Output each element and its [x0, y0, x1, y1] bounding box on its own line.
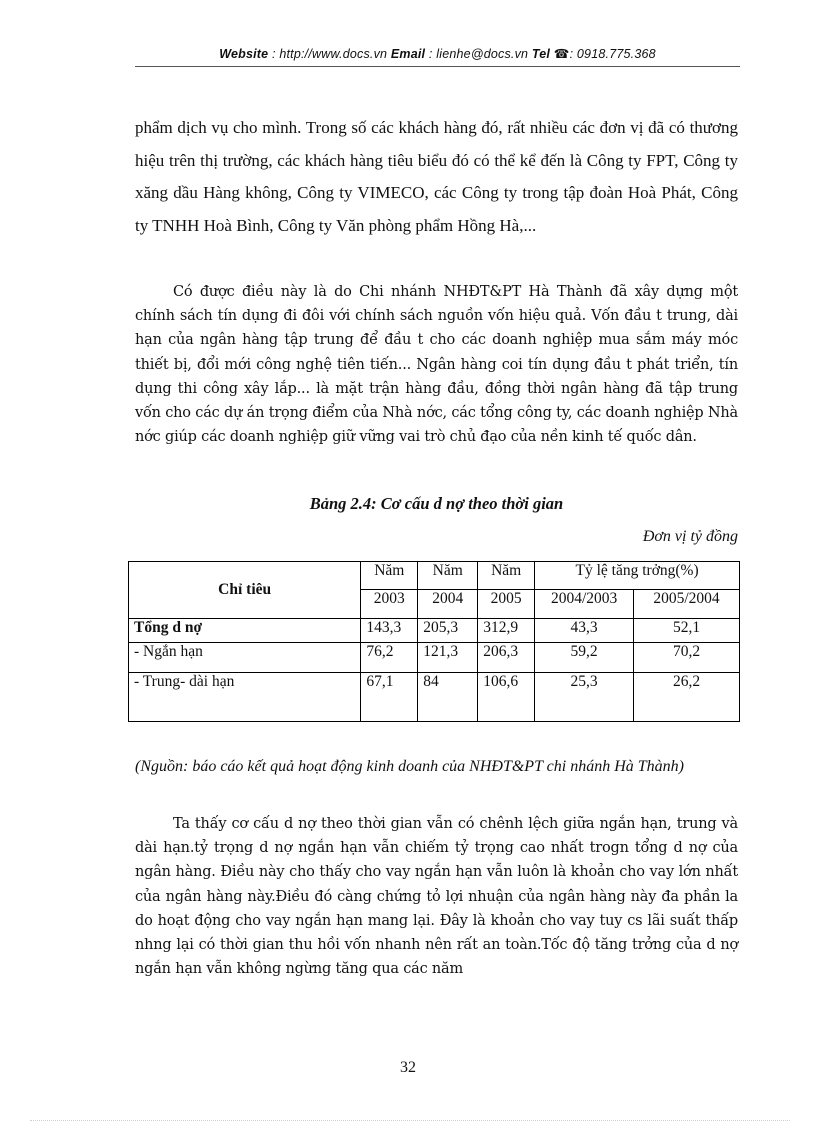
website-label: Website: [219, 47, 269, 61]
header-year: 2004: [418, 590, 478, 619]
header-year-prefix: Năm: [361, 562, 418, 590]
website-value: : http://www.docs.vn: [272, 47, 388, 61]
table-cell: 143,3: [361, 619, 418, 643]
table-source: (Nguồn: báo cáo kết quả hoạt động kinh doanh của NHĐT&PT chi nhánh Hà Thành): [135, 758, 685, 775]
tel-label: Tel: [531, 47, 551, 61]
table-cell: 25,3: [535, 673, 634, 722]
email-value: : lienhe@docs.vn: [428, 47, 529, 61]
table-cell: 67,1: [361, 673, 418, 722]
table-cell: 52,1: [634, 619, 740, 643]
table-cell: 121,3: [418, 643, 478, 673]
paragraph-1: phẩm dịch vụ cho mình. Trong số các khách hàng đó, rất nhiều các đơn vị đã có thương hiệu trên thị trường, các khách hàng tiêu biểu đó có thể kể đến là Công ty FPT, Công ty xăng dầu Hàng không, Công ty VIMECO, các Công ty trong tập đoàn Hoà Phát, Công ty TNHH Hoà Bình, Công ty Văn phòng phẩm Hồng Hà,...: [135, 118, 738, 235]
row-label: - Trung- dài hạn: [129, 673, 361, 722]
table-cell: 43,3: [535, 619, 634, 643]
page-header: [135, 46, 740, 61]
table-cell: 206,3: [478, 643, 535, 673]
email-label: Email: [390, 47, 426, 61]
debt-structure-table: [128, 561, 740, 722]
row-label: Tổng d nợ: [129, 619, 361, 643]
header-growth: Tỷ lệ tăng trởng(%): [535, 562, 740, 590]
header-period: 2004/2003: [535, 590, 634, 619]
header-year-prefix: Năm: [478, 562, 535, 590]
table-row: [129, 619, 740, 643]
table-cell: 26,2: [634, 673, 740, 722]
paragraph-3: Ta thấy cơ cấu d nợ theo thời gian vẫn có chênh lệch giữa ngắn hạn, trung và dài hạn.tỷ trọng d nợ ngắn hạn vẫn chiếm tỷ trọng cao nhất trogn tổng d nợ của ngân hàng. Điều này cho thấy cho vay ngắn hạn vẫn luôn là khoản cho vay lớn nhất của ngân hàng này.Điều đó càng chứng tỏ lợi nhuận của ngân hàng này đa phần la do hoạt động cho vay ngắn hạn mang lại. Đây là khoản cho vay tuy cs lãi suất thấp nhng lại có thời gian thu hồi vốn nhanh nên rất an toàn.Tốc độ tăng trởng của d nợ ngắn hạn vẫn không ngừng tăng qua các năm: [135, 816, 738, 978]
header-criteria: Chỉ tiêu: [129, 562, 361, 619]
table-unit: Đơn vị tỷ đồng: [642, 528, 738, 545]
table-cell: 70,2: [634, 643, 740, 673]
footer-divider: [30, 1120, 790, 1121]
page-number: 32: [400, 1059, 416, 1076]
table-header-row: [129, 562, 740, 590]
header-period: 2005/2004: [634, 590, 740, 619]
table-cell: 84: [418, 673, 478, 722]
header-year-prefix: Năm: [418, 562, 478, 590]
table-cell: 106,6: [478, 673, 535, 722]
table-row: [129, 673, 740, 722]
table-cell: 59,2: [535, 643, 634, 673]
header-year: 2005: [478, 590, 535, 619]
row-label: - Ngắn hạn: [129, 643, 361, 673]
header-divider: [135, 66, 740, 67]
phone-icon: ☎: [553, 47, 570, 61]
table-row: [129, 643, 740, 673]
table-cell: 205,3: [418, 619, 478, 643]
tel-value: : 0918.775.368: [569, 47, 656, 61]
table-cell: 76,2: [361, 643, 418, 673]
paragraph-2: Có được điều này là do Chi nhánh NHĐT&PT Hà Thành đã xây dựng một chính sách tín dụng đi đôi với chính sách nguồn vốn hiệu quả. Vốn đầu t trung, dài hạn của ngân hàng tập trung để đầu t cho các doanh nghiệp mua sắm máy móc thiết bị, đổi mới công nghệ tiên tiến... Ngân hàng coi tín dụng đầu t phát triển, tín dụng thi công xây lắp... là mặt trận hàng đầu, đồng thời ngân hàng đã tập trung vốn cho các dự án trọng điểm của Nhà nớc, các tổng công ty, các doanh nghiệp Nhà nớc giúp các doanh nghiệp giữ vững vai trò chủ đạo của nền kinh tế quốc dân.: [135, 284, 738, 446]
header-year: 2003: [361, 590, 418, 619]
table-caption: Bảng 2.4: Cơ cấu d nợ theo thời gian: [309, 494, 564, 513]
table-cell: 312,9: [478, 619, 535, 643]
